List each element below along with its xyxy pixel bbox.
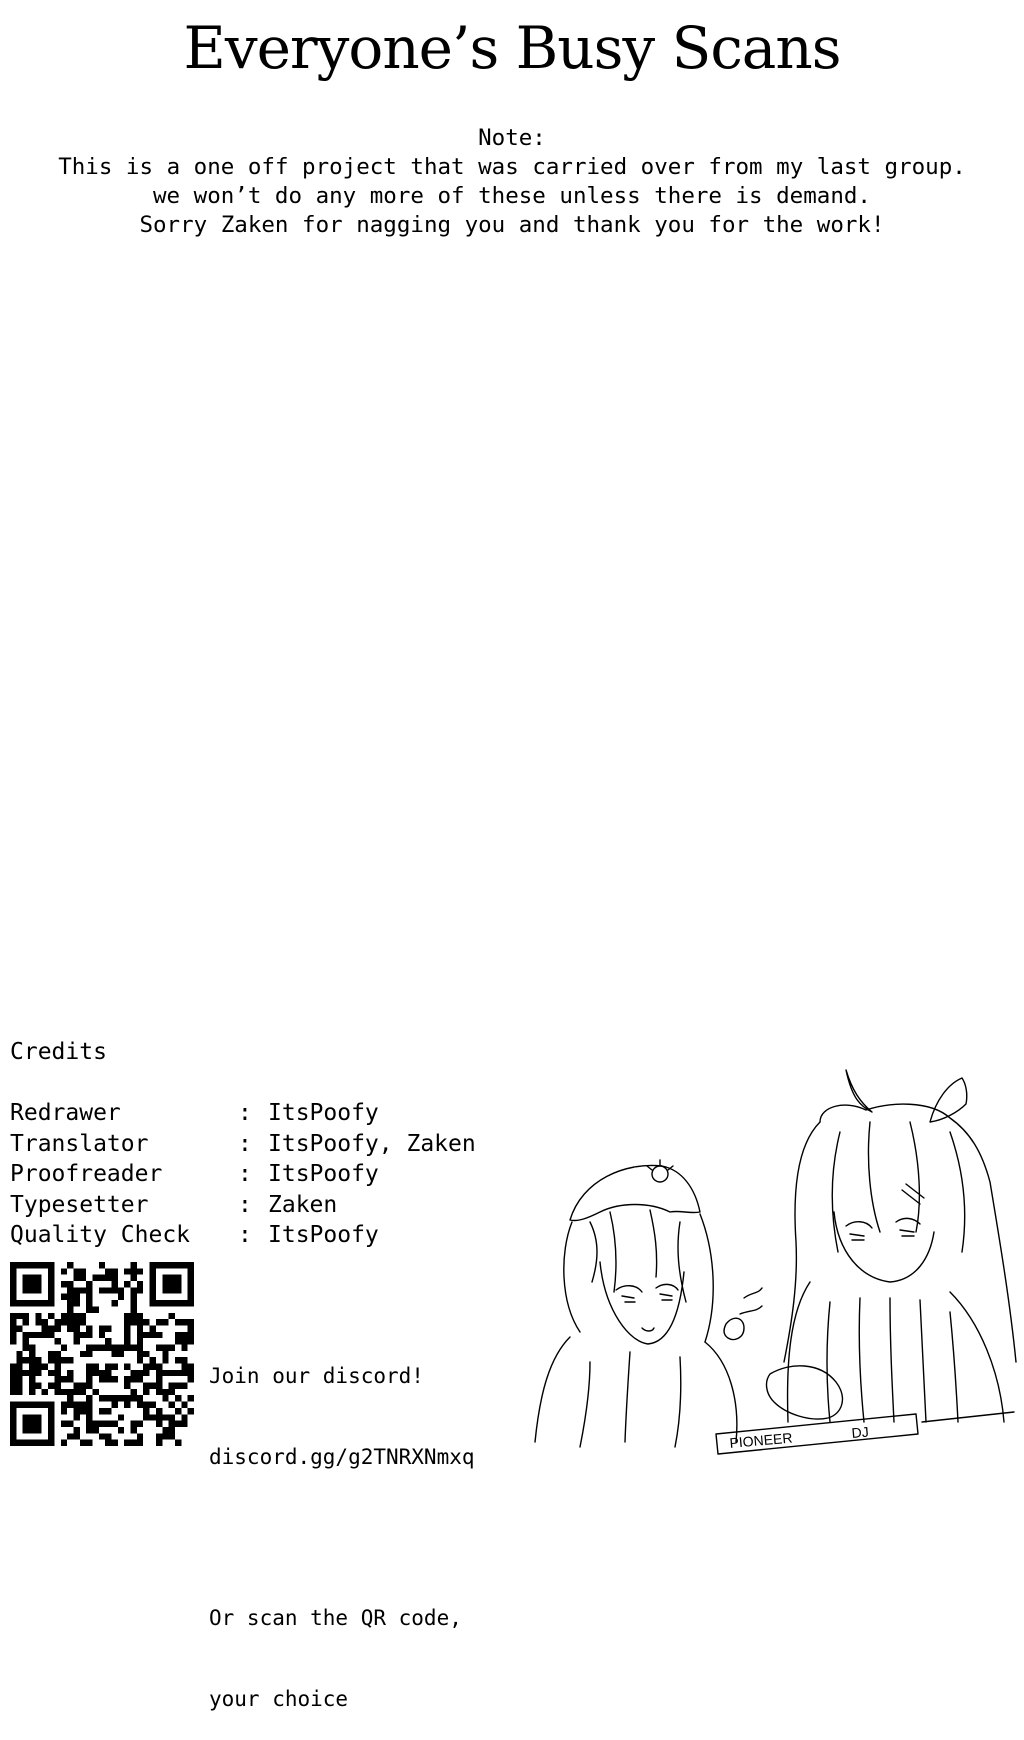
beret-badge — [652, 1166, 668, 1182]
note-label: Note: — [478, 125, 546, 151]
note-line: we won’t do any more of these unless there is demand. — [153, 183, 871, 209]
sketch-illustration — [530, 1062, 1024, 1456]
credit-separator: : — [238, 1161, 252, 1187]
credit-role: Proofreader — [10, 1161, 163, 1187]
credit-role: Translator — [10, 1130, 149, 1157]
left-girl-hair — [564, 1214, 713, 1342]
credit-row — [10, 1159, 476, 1190]
right-girl-arm — [767, 1366, 843, 1419]
credit-name: ItsPoofy — [268, 1222, 379, 1248]
credits-heading: Credits — [10, 1039, 107, 1065]
right-ear — [930, 1078, 967, 1122]
left-girl-face — [600, 1262, 684, 1344]
qr-hint-text: Or scan the QR code, — [209, 1606, 462, 1630]
credit-name: ItsPoofy — [268, 1100, 379, 1126]
credit-role: Typesetter — [10, 1191, 149, 1218]
credit-separator: : — [238, 1130, 252, 1157]
sign-text-2: DJ — [850, 1423, 870, 1441]
credit-row — [10, 1129, 476, 1160]
credit-name: ItsPoofy — [268, 1161, 379, 1187]
right-girl-hair — [820, 1104, 1016, 1362]
discord-block — [209, 1309, 475, 1740]
beret — [570, 1165, 700, 1220]
note-line: Sorry Zaken for nagging you and thank you for the work! — [139, 212, 885, 238]
credit-row — [10, 1190, 476, 1221]
credits-list — [10, 1098, 476, 1251]
page-title: Everyone’s Busy Scans — [183, 14, 841, 82]
right-girl-eyes — [846, 1218, 920, 1228]
credit-row — [10, 1098, 476, 1129]
hair-clip — [902, 1184, 924, 1204]
note-line: This is a one off project that was carried over from my last group. — [58, 154, 966, 180]
left-girl-hand — [724, 1318, 744, 1339]
credit-separator: : — [238, 1222, 252, 1248]
note-block — [0, 124, 1024, 240]
credit-row — [10, 1220, 476, 1251]
right-girl-body — [788, 1282, 1004, 1422]
left-girl-mouth — [642, 1328, 654, 1331]
discord-qr-code[interactable] — [10, 1262, 194, 1446]
discord-link[interactable]: discord.gg/g2TNRXNmxq — [209, 1445, 475, 1469]
credit-name: ItsPoofy, Zaken — [268, 1130, 476, 1157]
left-girl-eyes — [616, 1284, 678, 1292]
credit-role: Quality Check — [10, 1222, 191, 1248]
credit-separator: : — [238, 1100, 252, 1126]
sign-text: PIONEER — [728, 1429, 794, 1451]
discord-invite-text: Join our discord! — [209, 1364, 424, 1388]
credit-name: Zaken — [268, 1191, 338, 1218]
qr-hint-text: your choice — [209, 1687, 349, 1711]
left-girl-body — [535, 1337, 737, 1442]
credit-separator: : — [238, 1191, 252, 1218]
credit-role: Redrawer — [10, 1100, 121, 1126]
